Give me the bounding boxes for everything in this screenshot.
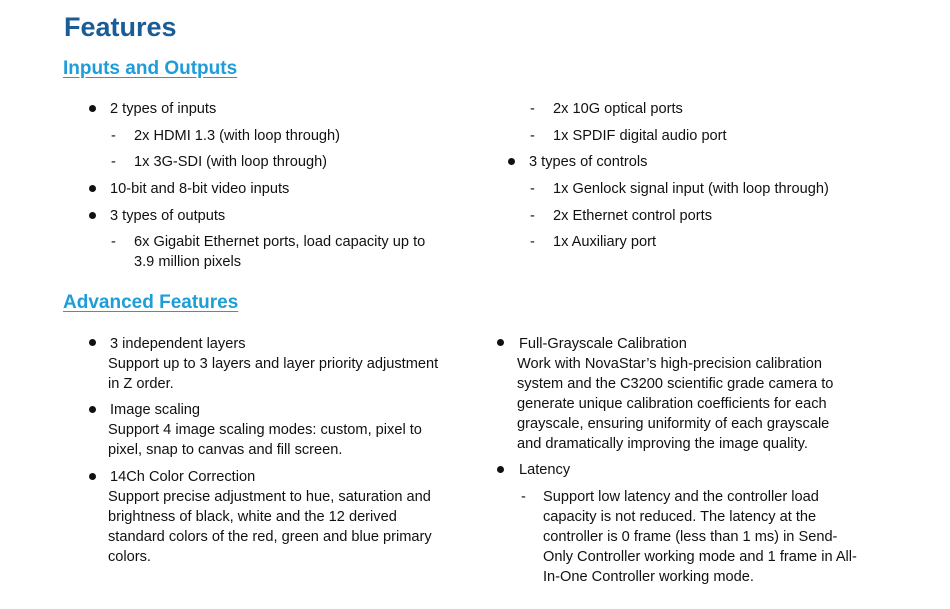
controls-label: 3 types of controls — [529, 154, 648, 170]
feature-description-line: grayscale, ensuring uniformity of each grayscale — [517, 416, 830, 432]
bullet-icon — [89, 185, 96, 192]
section-heading-inputs-outputs: Inputs and Outputs — [63, 58, 238, 79]
list-item: 1x SPDIF digital audio port — [553, 128, 727, 144]
feature-description-line: generate unique calibration coefficients for each — [517, 396, 827, 412]
page-title: Features — [64, 12, 177, 42]
feature-description-line: system and the C3200 scientific grade camera to — [517, 376, 834, 392]
dash-icon: - — [521, 489, 526, 505]
dash-icon: - — [111, 234, 116, 250]
feature-description-line: pixel, snap to canvas and fill screen. — [108, 442, 343, 458]
feature-description-line: controller is 0 frame (less than 1 ms) in Send- — [543, 529, 838, 545]
bullet-icon — [89, 406, 96, 413]
feature-description-line: brightness of black, white and the 12 derived — [108, 509, 397, 525]
list-item: 6x Gigabit Ethernet ports, load capacity up to — [134, 234, 426, 250]
feature-label-grayscale: Full-Grayscale Calibration — [519, 336, 687, 352]
dash-icon: - — [530, 101, 535, 117]
inputs-label: 2 types of inputs — [110, 101, 217, 117]
list-item: 1x Auxiliary port — [553, 234, 657, 250]
bullet-icon — [508, 158, 515, 165]
section-heading-advanced-features: Advanced Features — [63, 292, 239, 313]
list-item-continued: 3.9 million pixels — [134, 254, 242, 270]
feature-description-line: Work with NovaStar’s high-precision calibration — [517, 356, 822, 372]
feature-label-latency: Latency — [519, 462, 571, 478]
list-item: 2x Ethernet control ports — [553, 208, 712, 224]
bullet-icon — [497, 466, 504, 473]
feature-label-scaling: Image scaling — [110, 402, 201, 418]
dash-icon: - — [111, 154, 116, 170]
dash-icon: - — [530, 181, 535, 197]
list-item: 1x 3G-SDI (with loop through) — [134, 154, 328, 170]
bullet-icon — [89, 339, 96, 346]
video-inputs-label: 10-bit and 8-bit video inputs — [110, 181, 290, 197]
bullet-icon — [89, 105, 96, 112]
feature-description-line: Only Controller working mode and 1 frame in All- — [543, 549, 857, 565]
feature-label-layers: 3 independent layers — [110, 336, 246, 352]
feature-description-line: standard colors of the red, green and blue primary — [108, 529, 432, 545]
feature-description-line: In-One Controller working mode. — [543, 569, 754, 585]
list-item: 2x 10G optical ports — [553, 101, 683, 117]
feature-description-line: Support low latency and the controller load — [543, 489, 819, 505]
feature-description-line: Support precise adjustment to hue, saturation and — [108, 489, 431, 505]
feature-description-line: capacity is not reduced. The latency at the — [543, 509, 817, 525]
bullet-icon — [89, 212, 96, 219]
dash-icon: - — [530, 128, 535, 144]
feature-label-color: 14Ch Color Correction — [110, 469, 256, 485]
feature-description-line: and dramatically improving the image quality. — [517, 436, 808, 452]
feature-description-line: Support 4 image scaling modes: custom, pixel to — [108, 422, 422, 438]
feature-description-line: in Z order. — [108, 376, 174, 392]
dash-icon: - — [111, 128, 116, 144]
bullet-icon — [497, 339, 504, 346]
dash-icon: - — [530, 234, 535, 250]
list-item: 2x HDMI 1.3 (with loop through) — [134, 128, 341, 144]
bullet-icon — [89, 473, 96, 480]
feature-description-line: colors. — [108, 549, 151, 565]
feature-description-line: Support up to 3 layers and layer priority adjustment — [108, 356, 439, 372]
outputs-label: 3 types of outputs — [110, 208, 226, 224]
dash-icon: - — [530, 208, 535, 224]
list-item: 1x Genlock signal input (with loop through) — [553, 181, 829, 197]
